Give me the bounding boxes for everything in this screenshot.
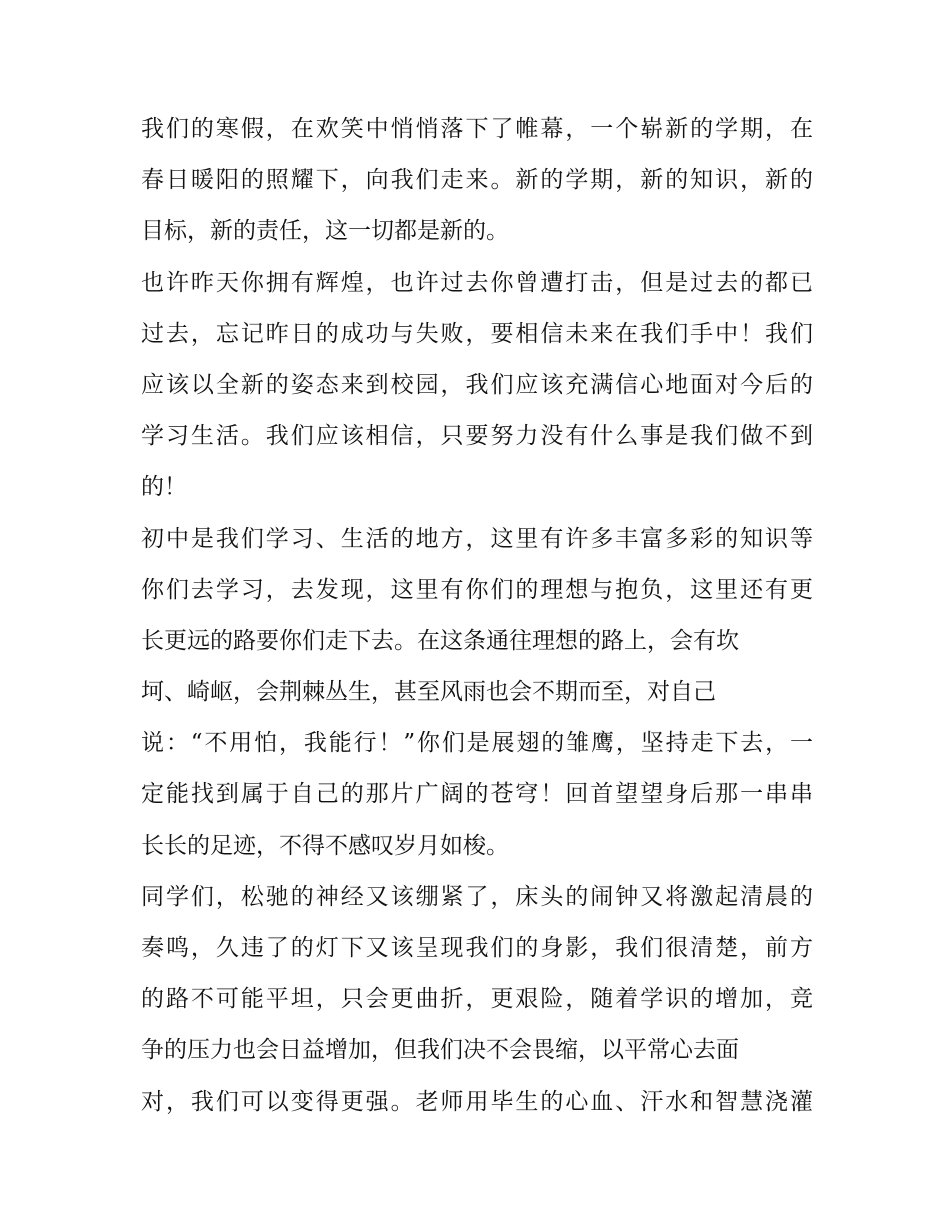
text-line: 对，我们可以变得更强。老师用毕生的心血、汗水和智慧浇灌	[141, 1088, 813, 1115]
text-line: 定能找到属于自己的那片广阔的苍穹！回首望望身后那一串串	[141, 781, 813, 808]
text-line: 长更远的路要你们走下去。在这条通往理想的路上，会有坎	[141, 627, 739, 654]
text-line: 也许昨天你拥有辉煌，也许过去你曾遭打击，但是过去的都已	[141, 269, 813, 296]
text-line: 争的压力也会日益增加，但我们决不会畏缩，以平常心去面	[141, 1037, 739, 1064]
text-line: 我们的寒假，在欢笑中悄悄落下了帷幕，一个崭新的学期，在	[141, 116, 813, 142]
text-line: 目标，新的责任，这一切都是新的。	[141, 218, 509, 245]
text-line: 春日暖阳的照耀下，向我们走来。新的学期，新的知识，新的	[141, 167, 813, 194]
text-line: 说：“不用怕，我能行！”你们是展翅的雏鹰，坚持走下去，一	[141, 730, 813, 757]
text-line: 坷、崎岖，会荆棘丛生，甚至风雨也会不期而至，对自己	[141, 679, 716, 706]
text-line: 你们去学习，去发现，这里有你们的理想与抱负，这里还有更	[141, 576, 813, 603]
text-line: 初中是我们学习、生活的地方，这里有许多丰富多彩的知识等	[141, 525, 813, 552]
text-line: 学习生活。我们应该相信，只要努力没有什么事是我们做不到	[141, 423, 813, 450]
text-line: 奏鸣，久违了的灯下又该呈现我们的身影，我们很清楚，前方	[141, 935, 813, 961]
text-line: 的路不可能平坦，只会更曲折，更艰险，随着学识的增加，竞	[141, 986, 813, 1013]
text-line: 过去，忘记昨日的成功与失败，要相信未来在我们手中！我们	[141, 320, 813, 347]
text-line: 同学们，松驰的神经又该绷紧了，床头的闹钟又将激起清晨的	[141, 883, 813, 910]
text-line: 的！	[141, 474, 187, 501]
body-text	[141, 108, 813, 1132]
text-line: 应该以全新的姿态来到校园，我们应该充满信心地面对今后的	[141, 371, 813, 398]
text-line: 长长的足迹，不得不感叹岁月如梭。	[141, 832, 509, 859]
